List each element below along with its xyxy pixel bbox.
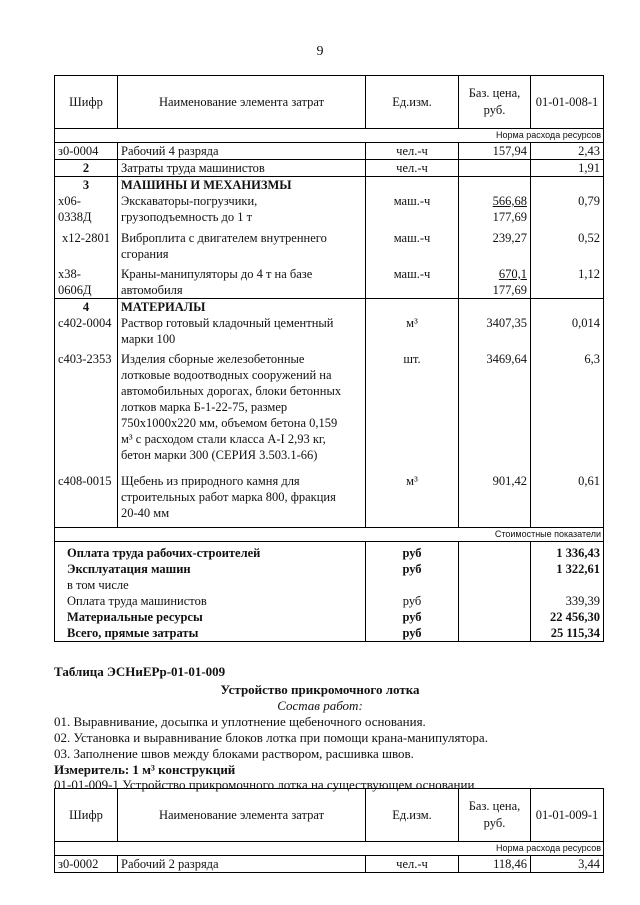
table-title: Таблица ЭСНиЕРр-01-01-009 xyxy=(54,664,226,679)
section-row: 4 МАТЕРИАЛЫ xyxy=(55,299,604,316)
table-row: з0-0004 Рабочий 4 разряда чел.-ч 157,94 2,43 xyxy=(55,143,604,160)
page-number: 9 xyxy=(316,44,324,59)
cost-label: Стоимостные показатели xyxy=(55,528,604,542)
header-norm-code: 01-01-009-1 xyxy=(531,789,604,842)
table-header xyxy=(55,789,604,842)
works-label: Состав работ: xyxy=(277,698,363,713)
header-norm-code: 01-01-008-1 xyxy=(531,76,604,129)
table-row: з0-0002 Рабочий 2 разряда чел.-ч 118,46 3,44 xyxy=(55,856,604,873)
measure-unit: Измеритель: 1 м³ конструкций xyxy=(54,762,236,777)
section-subtitle: Устройство прикромочного лотка xyxy=(220,682,420,697)
table-row: х38-0606Д Краны-манипуляторы до 4 т на базе автомобиля маш.-ч 670,1 177,69 1,12 xyxy=(55,266,604,299)
table-row: с408-0015 Щебень из природного камня для строительных работ марка 800, фракция 20-40 мм м³ 901,42 0,61 xyxy=(55,473,604,521)
table-row: х12-2801 Виброплита с двигателем внутреннего сгорания маш.-ч 239,27 0,52 xyxy=(55,230,604,262)
table-row: х06-0338Д Экскаваторы-погрузчики, грузоподъемность до 1 т маш.-ч 566,68 177,69 0,79 xyxy=(55,193,604,225)
cost-row: Материальные ресурсы руб 22 456,30 xyxy=(55,609,604,625)
header-name: Наименование элемента затрат xyxy=(118,789,366,842)
table-row: с402-0004 Раствор готовый кладочный цементный марки 100 м³ 3407,35 0,014 xyxy=(55,315,604,347)
cost-row: Всего, прямые затраты руб 25 115,34 xyxy=(55,625,604,642)
header-name: Наименование элемента затрат xyxy=(118,76,366,129)
resource-table-1 xyxy=(54,75,604,642)
norm-label: Норма расхода ресурсов xyxy=(55,842,604,856)
table-row: с403-2353 Изделия сборные железобетонные лотковые водоотводных сооружений на автомобильных дорогах, блоки бетонных лотков марка Б-1-22-75, размер 750х1000х220 мм, объемом бетона 0,159 м³ с расходом стали класса А-I 2,93 кг, бетон марки 300 (СЕРИЯ 3.503.1-66) шт. 3469,64 6,3 xyxy=(55,351,604,463)
table-header xyxy=(55,76,604,129)
table-row: 2 Затраты труда машинистов чел.-ч 1,91 xyxy=(55,160,604,177)
cost-row: Оплата труда рабочих-строителей руб 1 336,43 xyxy=(55,542,604,562)
header-code: Шифр xyxy=(55,76,118,129)
header-price: Баз. цена, руб. xyxy=(459,76,531,129)
header-unit: Ед.изм. xyxy=(366,76,459,129)
code-line: 01-01-009-1 Устройство прикромочного лотка на существующем основании xyxy=(54,777,475,792)
norm-label: Норма расхода ресурсов xyxy=(55,129,604,143)
cost-row: в том числе xyxy=(55,577,604,593)
header-code: Шифр xyxy=(55,789,118,842)
section-row: 3 МАШИНЫ И МЕХАНИЗМЫ xyxy=(55,177,604,194)
header-price: Баз. цена, руб. xyxy=(459,789,531,842)
work-item: 03. Заполнение швов между блоками раствором, расшивка швов. xyxy=(54,746,414,761)
work-item: 01. Выравнивание, досыпка и уплотнение щебеночного основания. xyxy=(54,714,426,729)
work-item: 02. Установка и выравнивание блоков лотка при помощи крана-манипулятора. xyxy=(54,730,488,745)
cost-row: Оплата труда машинистов руб 339,39 xyxy=(55,593,604,609)
cost-row: Эксплуатация машин руб 1 322,61 xyxy=(55,561,604,577)
resource-table-2 xyxy=(54,788,604,873)
header-unit: Ед.изм. xyxy=(366,789,459,842)
